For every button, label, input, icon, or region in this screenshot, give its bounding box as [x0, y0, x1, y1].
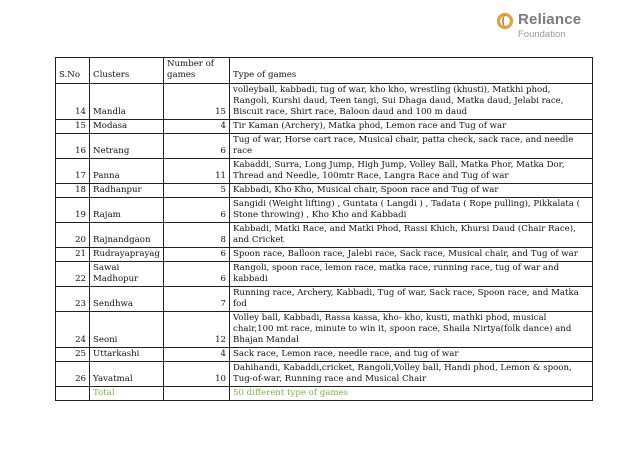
cell-number-of-games: 4	[164, 120, 230, 134]
cell-sno: 19	[56, 198, 90, 223]
cell-total-num-blank	[164, 387, 230, 401]
cell-number-of-games: 15	[164, 84, 230, 120]
logo-line2: Foundation	[518, 29, 566, 40]
total-label: Total	[90, 387, 164, 401]
cell-sno: 14	[56, 84, 90, 120]
header-clusters: Clusters	[90, 58, 164, 84]
table-row	[56, 223, 593, 248]
cell-sno: 20	[56, 223, 90, 248]
cell-sno: 21	[56, 248, 90, 262]
cell-number-of-games: 6	[164, 198, 230, 223]
cell-cluster: Radhanpur	[90, 184, 164, 198]
cell-type-of-games: Sack race, Lemon race, needle race, and tug of war	[230, 348, 593, 362]
cell-type-of-games: Kabbadi, Kho Kho, Musical chair, Spoon race and Tug of war	[230, 184, 593, 198]
cell-number-of-games: 5	[164, 184, 230, 198]
cell-cluster: Mandla	[90, 84, 164, 120]
cell-number-of-games: 11	[164, 159, 230, 184]
cell-number-of-games: 6	[164, 262, 230, 287]
header-number-of-games: Number of games	[164, 58, 230, 84]
cell-sno: 22	[56, 262, 90, 287]
cell-type-of-games: Running race, Archery, Kabbadi, Tug of war, Sack race, Spoon race, and Matka fod	[230, 287, 593, 312]
table-row	[56, 120, 593, 134]
table-row	[56, 362, 593, 387]
cell-cluster: Sawai Madhopur	[90, 262, 164, 287]
table-row	[56, 312, 593, 348]
cell-number-of-games: 12	[164, 312, 230, 348]
total-row	[56, 387, 593, 401]
table-row	[56, 134, 593, 159]
cell-type-of-games: Sangidi (Weight lifting) , Guntata ( Langdi ) , Tadata ( Rope pulling), Pikkalata ( Stone throwing) , Kho Kho and Kabbadi	[230, 198, 593, 223]
cell-type-of-games: volleyball, kabbadi, tug of war, kho kho, wrestling (khusti), Matkhi phod, Rangoli, Kurshi daud, Teen tangi, Sui Dhaga daud, Matka daud, Jelabi race, Biscuit race, Shirt race, Baloon daud and 100 m daud	[230, 84, 593, 120]
cell-sno: 18	[56, 184, 90, 198]
cell-type-of-games: Dahihandi, Kabaddi,cricket, Rangoli,Volley ball, Handi phod, Lemon & spoon, Tug-of-war, Running race and Musical Chair	[230, 362, 593, 387]
cell-sno: 25	[56, 348, 90, 362]
cell-cluster: Panna	[90, 159, 164, 184]
cell-cluster: Seoni	[90, 312, 164, 348]
cell-cluster: Yavatmal	[90, 362, 164, 387]
reliance-foundation-logo	[496, 8, 616, 42]
cell-cluster: Rudrayaprayag	[90, 248, 164, 262]
header-type-of-games: Type of games	[230, 58, 593, 84]
cell-cluster: Netrang	[90, 134, 164, 159]
cell-number-of-games: 8	[164, 223, 230, 248]
table-header-row	[56, 58, 593, 84]
table-row	[56, 84, 593, 120]
table-body	[56, 84, 593, 401]
table-row	[56, 287, 593, 312]
cell-cluster: Rajam	[90, 198, 164, 223]
cell-type-of-games: Kabbadi, Matki Race, and Matki Phod, Rassi Khich, Khursi Daud (Chair Race), and Cricket	[230, 223, 593, 248]
cell-sno: 24	[56, 312, 90, 348]
cell-number-of-games: 7	[164, 287, 230, 312]
games-table	[55, 57, 593, 401]
cell-cluster: Rajnandgaon	[90, 223, 164, 248]
cell-type-of-games: Tir Kaman (Archery), Matka phod, Lemon race and Tug of war	[230, 120, 593, 134]
cell-type-of-games: Volley ball, Kabbadi, Rassa kassa, kho- kho, kusti, mathki phod, musical chair,100 mt race, minute to win it, spoon race, Shaila Nirtya(folk dance) and Bhajan Mandal	[230, 312, 593, 348]
cell-total-blank	[56, 387, 90, 401]
header-sno: S.No	[56, 58, 90, 84]
cell-cluster: Sendhwa	[90, 287, 164, 312]
cell-number-of-games: 6	[164, 248, 230, 262]
cell-sno: 16	[56, 134, 90, 159]
cell-type-of-games: Spoon race, Balloon race, Jalebi race, Sack race, Musical chair, and Tug of war	[230, 248, 593, 262]
cell-sno: 26	[56, 362, 90, 387]
cell-type-of-games: Kabaddi, Surra, Long Jump, High Jump, Volley Ball, Matka Phor, Matka Dor, Thread and Needle, 100mtr Race, Langra Race and Tug of war	[230, 159, 593, 184]
cell-sno: 15	[56, 120, 90, 134]
cell-type-of-games: Rangoli, spoon race, lemon race, matka race, running race, tug of war and kabbadi	[230, 262, 593, 287]
table-row	[56, 184, 593, 198]
cell-cluster: Uttarkashi	[90, 348, 164, 362]
cell-type-of-games: Tug of war, Horse cart race, Musical chair, patta check, sack race, and needle race	[230, 134, 593, 159]
cell-cluster: Modasa	[90, 120, 164, 134]
cell-sno: 23	[56, 287, 90, 312]
table-row	[56, 348, 593, 362]
cell-number-of-games: 10	[164, 362, 230, 387]
cell-sno: 17	[56, 159, 90, 184]
table-row	[56, 248, 593, 262]
cell-number-of-games: 6	[164, 134, 230, 159]
total-games: 50 different type of games	[230, 387, 593, 401]
table-row	[56, 262, 593, 287]
table-row	[56, 159, 593, 184]
logo-line1: Reliance	[518, 11, 582, 28]
table-row	[56, 198, 593, 223]
cell-number-of-games: 4	[164, 348, 230, 362]
reliance-logo-icon	[496, 12, 514, 30]
